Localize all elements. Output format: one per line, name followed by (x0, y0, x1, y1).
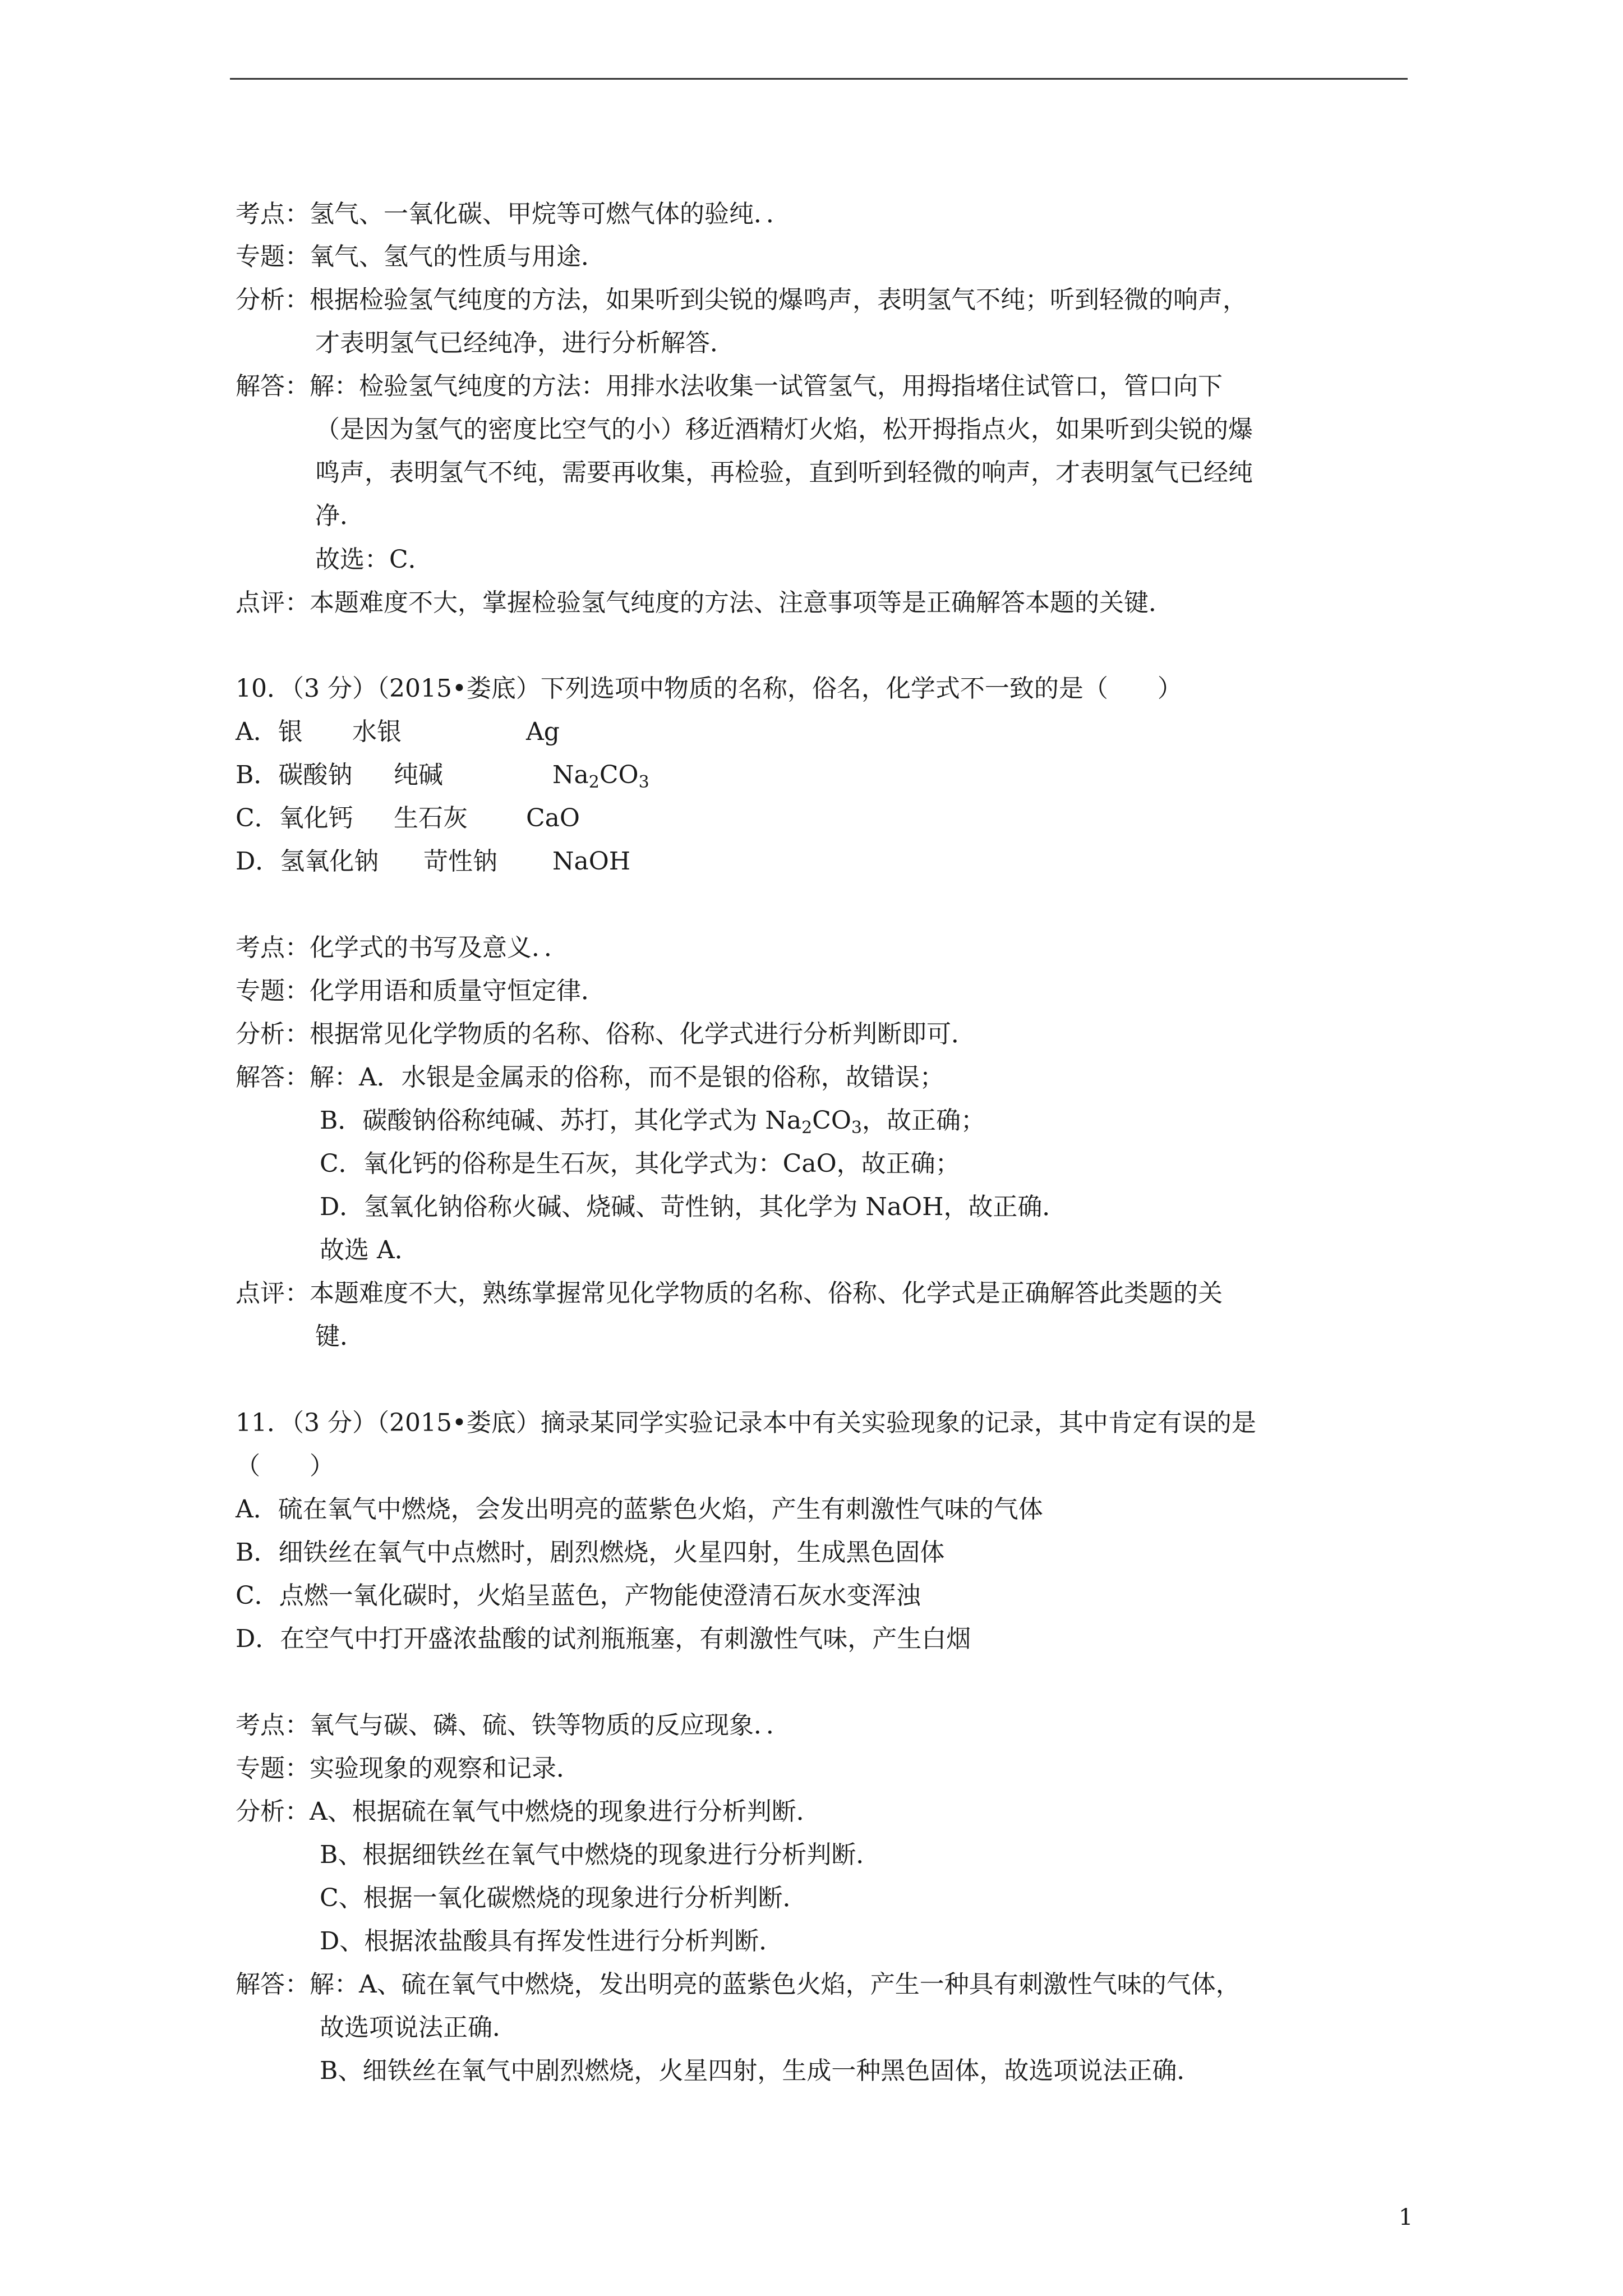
q10-jieda-line1: 解答：解：A．水银是金属汞的俗称，而不是银的俗称，故错误； (236, 1063, 944, 1092)
q10-jieda-line4: D．氢氧化钠俗称火碱、烧碱、苛性钠，其化学为 NaOH，故正确． (320, 1193, 1067, 1221)
q11-fenxi-line3: C、根据一氧化碳燃烧的现象进行分析判断． (320, 1884, 808, 1912)
page-number: 1 (1399, 2205, 1413, 2230)
q10-option-a-formula: Ag (526, 717, 560, 746)
q10-kaodian: 考点：化学式的书写及意义．． (236, 933, 569, 962)
q9-jieda-line3: 鸣声，表明氢气不纯，需要再收集，再检验，直到听到轻微的响声，才表明氢气已经纯 (315, 458, 1253, 487)
q10-stem: 10．（3 分）（2015•娄底）下列选项中物质的名称，俗名，化学式不一致的是（ ） (236, 674, 1182, 703)
q11-kaodian: 考点：氧气与碳、磷、硫、铁等物质的反应现象．． (236, 1711, 791, 1740)
q10-option-c-name: C．氧化钙 (236, 804, 353, 832)
q10-option-c-common: 生石灰 (394, 804, 468, 832)
q10-option-a-common: 水银 (352, 717, 402, 746)
q10-option-d-name: D．氢氧化钠 (236, 847, 379, 876)
q11-option-a: A．硫在氧气中燃烧，会发出明亮的蓝紫色火焰，产生有刺激性气味的气体 (236, 1495, 1043, 1524)
q10-option-d-common: 苛性钠 (423, 847, 497, 876)
q10-dianping-line1: 点评：本题难度不大，熟练掌握常见化学物质的名称、俗称、化学式是正确解答此类题的关 (236, 1279, 1223, 1308)
q9-fenxi-line2: 才表明氢气已经纯净，进行分析解答． (315, 329, 735, 357)
q11-option-c: C．点燃一氧化碳时，火焰呈蓝色，产物能使澄清石灰水变浑浊 (236, 1581, 921, 1610)
q10-dianping-line2: 键． (315, 1322, 365, 1351)
q11-zhuanti: 专题：实验现象的观察和记录． (236, 1754, 581, 1783)
q10-zhuanti: 专题：化学用语和质量守恒定律． (236, 977, 606, 1005)
q10-option-b-common: 纯碱 (394, 761, 443, 789)
q11-fenxi-line4: D、根据浓盐酸具有挥发性进行分析判断． (320, 1927, 784, 1955)
q10-jieda-line2: B．碳酸钠俗称纯碱、苏打，其化学式为 $Na_2CO_3$，故正确； (320, 1106, 985, 1138)
q10-option-c-formula: CaO (526, 804, 580, 832)
q11-jieda-line2: 故选项说法正确． (320, 2013, 517, 2042)
q10-fenxi: 分析：根据常见化学物质的名称、俗称、化学式进行分析判断即可． (236, 1020, 976, 1048)
q10-option-d-formula: NaOH (552, 847, 631, 876)
q11-jieda-line1: 解答：解：A、硫在氧气中燃烧，发出明亮的蓝紫色火焰，产生一种具有刺激性气味的气体， (236, 1970, 1241, 1999)
q10-jieda-line3: C．氧化钙的俗称是生石灰，其化学式为：CaO，故正确； (320, 1149, 960, 1178)
q11-stem-line2: （ ） (236, 1452, 334, 1480)
q9-guxuan: 故选：C． (315, 545, 433, 574)
q11-fenxi-line2: B、根据细铁丝在氧气中燃烧的现象进行分析判断． (320, 1841, 881, 1869)
q11-jieda-line3: B、细铁丝在氧气中剧烈燃烧，火星四射，生成一种黑色固体，故选项说法正确． (320, 2056, 1202, 2085)
q10-guxuan: 故选 A． (320, 1236, 419, 1264)
q9-jieda-line1: 解答：解：检验氢气纯度的方法：用排水法收集一试管氢气，用拇指堵住试管口，管口向下 (236, 372, 1223, 401)
q11-fenxi-line1: 分析：A、根据硫在氧气中燃烧的现象进行分析判断． (236, 1797, 821, 1826)
q9-fenxi-line1: 分析：根据检验氢气纯度的方法，如果听到尖锐的爆鸣声，表明氢气不纯；听到轻微的响声， (236, 286, 1247, 314)
q9-jieda-line4: 净． (315, 501, 365, 530)
q10-option-b-name: B．碳酸钠 (236, 761, 353, 789)
q9-zhuanti: 专题：氧气、氢气的性质与用途． (236, 242, 606, 271)
q9-jieda-line2: （是因为氢气的密度比空气的小）移近酒精灯火焰，松开拇指点火，如果听到尖锐的爆 (315, 415, 1253, 444)
q10-option-b-formula: $Na_2CO_3$ (552, 761, 649, 792)
header-rule (230, 78, 1408, 80)
q11-option-b: B．细铁丝在氧气中点燃时，剧烈燃烧，火星四射，生成黑色固体 (236, 1538, 945, 1567)
q9-dianping: 点评：本题难度不大，掌握检验氢气纯度的方法、注意事项等是正确解答本题的关键． (236, 588, 1173, 617)
q10-option-a-name: A．银 (236, 717, 303, 746)
q11-option-d: D．在空气中打开盛浓盐酸的试剂瓶瓶塞，有刺激性气味，产生白烟 (236, 1625, 971, 1653)
q9-kaodian: 考点：氢气、一氧化碳、甲烷等可燃气体的验纯．． (236, 200, 791, 228)
q11-stem-line1: 11．（3 分）（2015•娄底）摘录某同学实验记录本中有关实验现象的记录，其中肯定有误的是 (236, 1409, 1256, 1437)
